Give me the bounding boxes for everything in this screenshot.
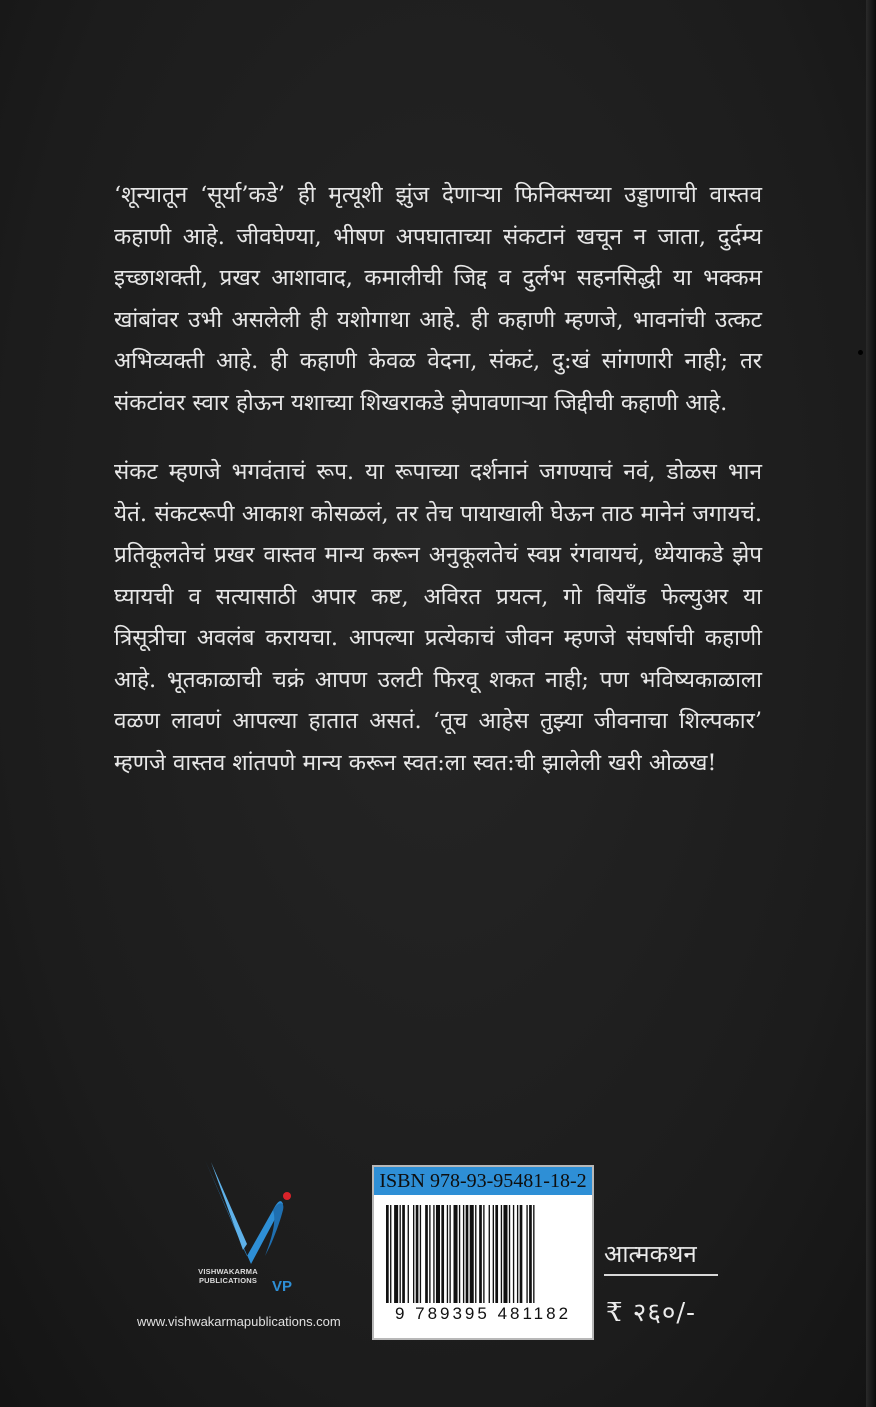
- speck: [858, 350, 863, 355]
- publisher-name-line1: VISHWAKARMA: [198, 1267, 258, 1276]
- blurb-text: [114, 175, 762, 784]
- blurb-paragraph-1: ‘शून्यातून ‘सूर्या’कडे’ ही मृत्यूशी झुंज देणाऱ्या फिनिक्सच्या उड्डाणाची वास्तव कहाणी आहे. जीवघेण्या, भीषण अपघाताच्या संकटानं खचून न जाता, दुर्दम्य इच्छाशक्ती, प्रखर आशावाद, कमालीची जिद्द व दुर्लभ सहनसिद्धी या भक्कम खांबांवर उभी असलेली ही यशोगाथा आहे. ही कहाणी म्हणजे, भावनांची उत्कट अभिव्यक्ती आहे. ही कहाणी केवळ वेदना, संकटं, दु:खं सांगणारी नाही; तर संकटांवर स्वार होऊन यशाच्या शिखराकडे झेपावणाऱ्या जिद्दीची कहाणी आहे.: [114, 182, 762, 416]
- publisher-name: [178, 1267, 278, 1285]
- isbn-label: ISBN 978-93-95481-18-2: [374, 1167, 592, 1195]
- barcode-label: [372, 1165, 594, 1340]
- genre-label: आत्मकथन: [604, 1237, 718, 1276]
- barcode-number: 9 789395 481182: [394, 1304, 572, 1323]
- publisher-name-line2: PUBLICATIONS: [198, 1276, 258, 1285]
- price-label: ₹ २६०/-: [606, 1298, 696, 1328]
- cover-edge: [866, 0, 876, 1407]
- publisher-initials: VP: [272, 1278, 293, 1295]
- publisher-website: www.vishwakarmapublications.com: [137, 1314, 341, 1329]
- barcode-bars: [384, 1205, 582, 1303]
- blurb-paragraph-2: संकट म्हणजे भगवंताचं रूप. या रूपाच्या दर्शनानं जगण्याचं नवं, डोळस भान येतं. संकटरूपी आकाश कोसळलं, तर तेच पायाखाली घेऊन ताठ मानेनं जगायचं. प्रतिकूलतेचं प्रखर वास्तव मान्य करून अनुकूलतेचं स्वप्न रंगवायचं, ध्येयाकडे झेप घ्यायची व सत्यासाठी अपार कष्ट, अविरत प्रयत्न, गो बियाँड फेल्युअर या त्रिसूत्रीचा अवलंब करायचा. आपल्या प्रत्येकाचं जीवन म्हणजे संघर्षाची कहाणी आहे. भूतकाळाची चक्रं आपण उलटी फिरवू शकत नाही; पण भविष्यकाळाला वळण लावणं आपल्या हातात असतं. ‘तूच आहेस तुझ्या जीवनाचा शिल्पकार’ म्हणजे वास्तव शांतपणे मान्य करून स्वत:ला स्वत:ची झालेली खरी ओळख!: [114, 459, 762, 776]
